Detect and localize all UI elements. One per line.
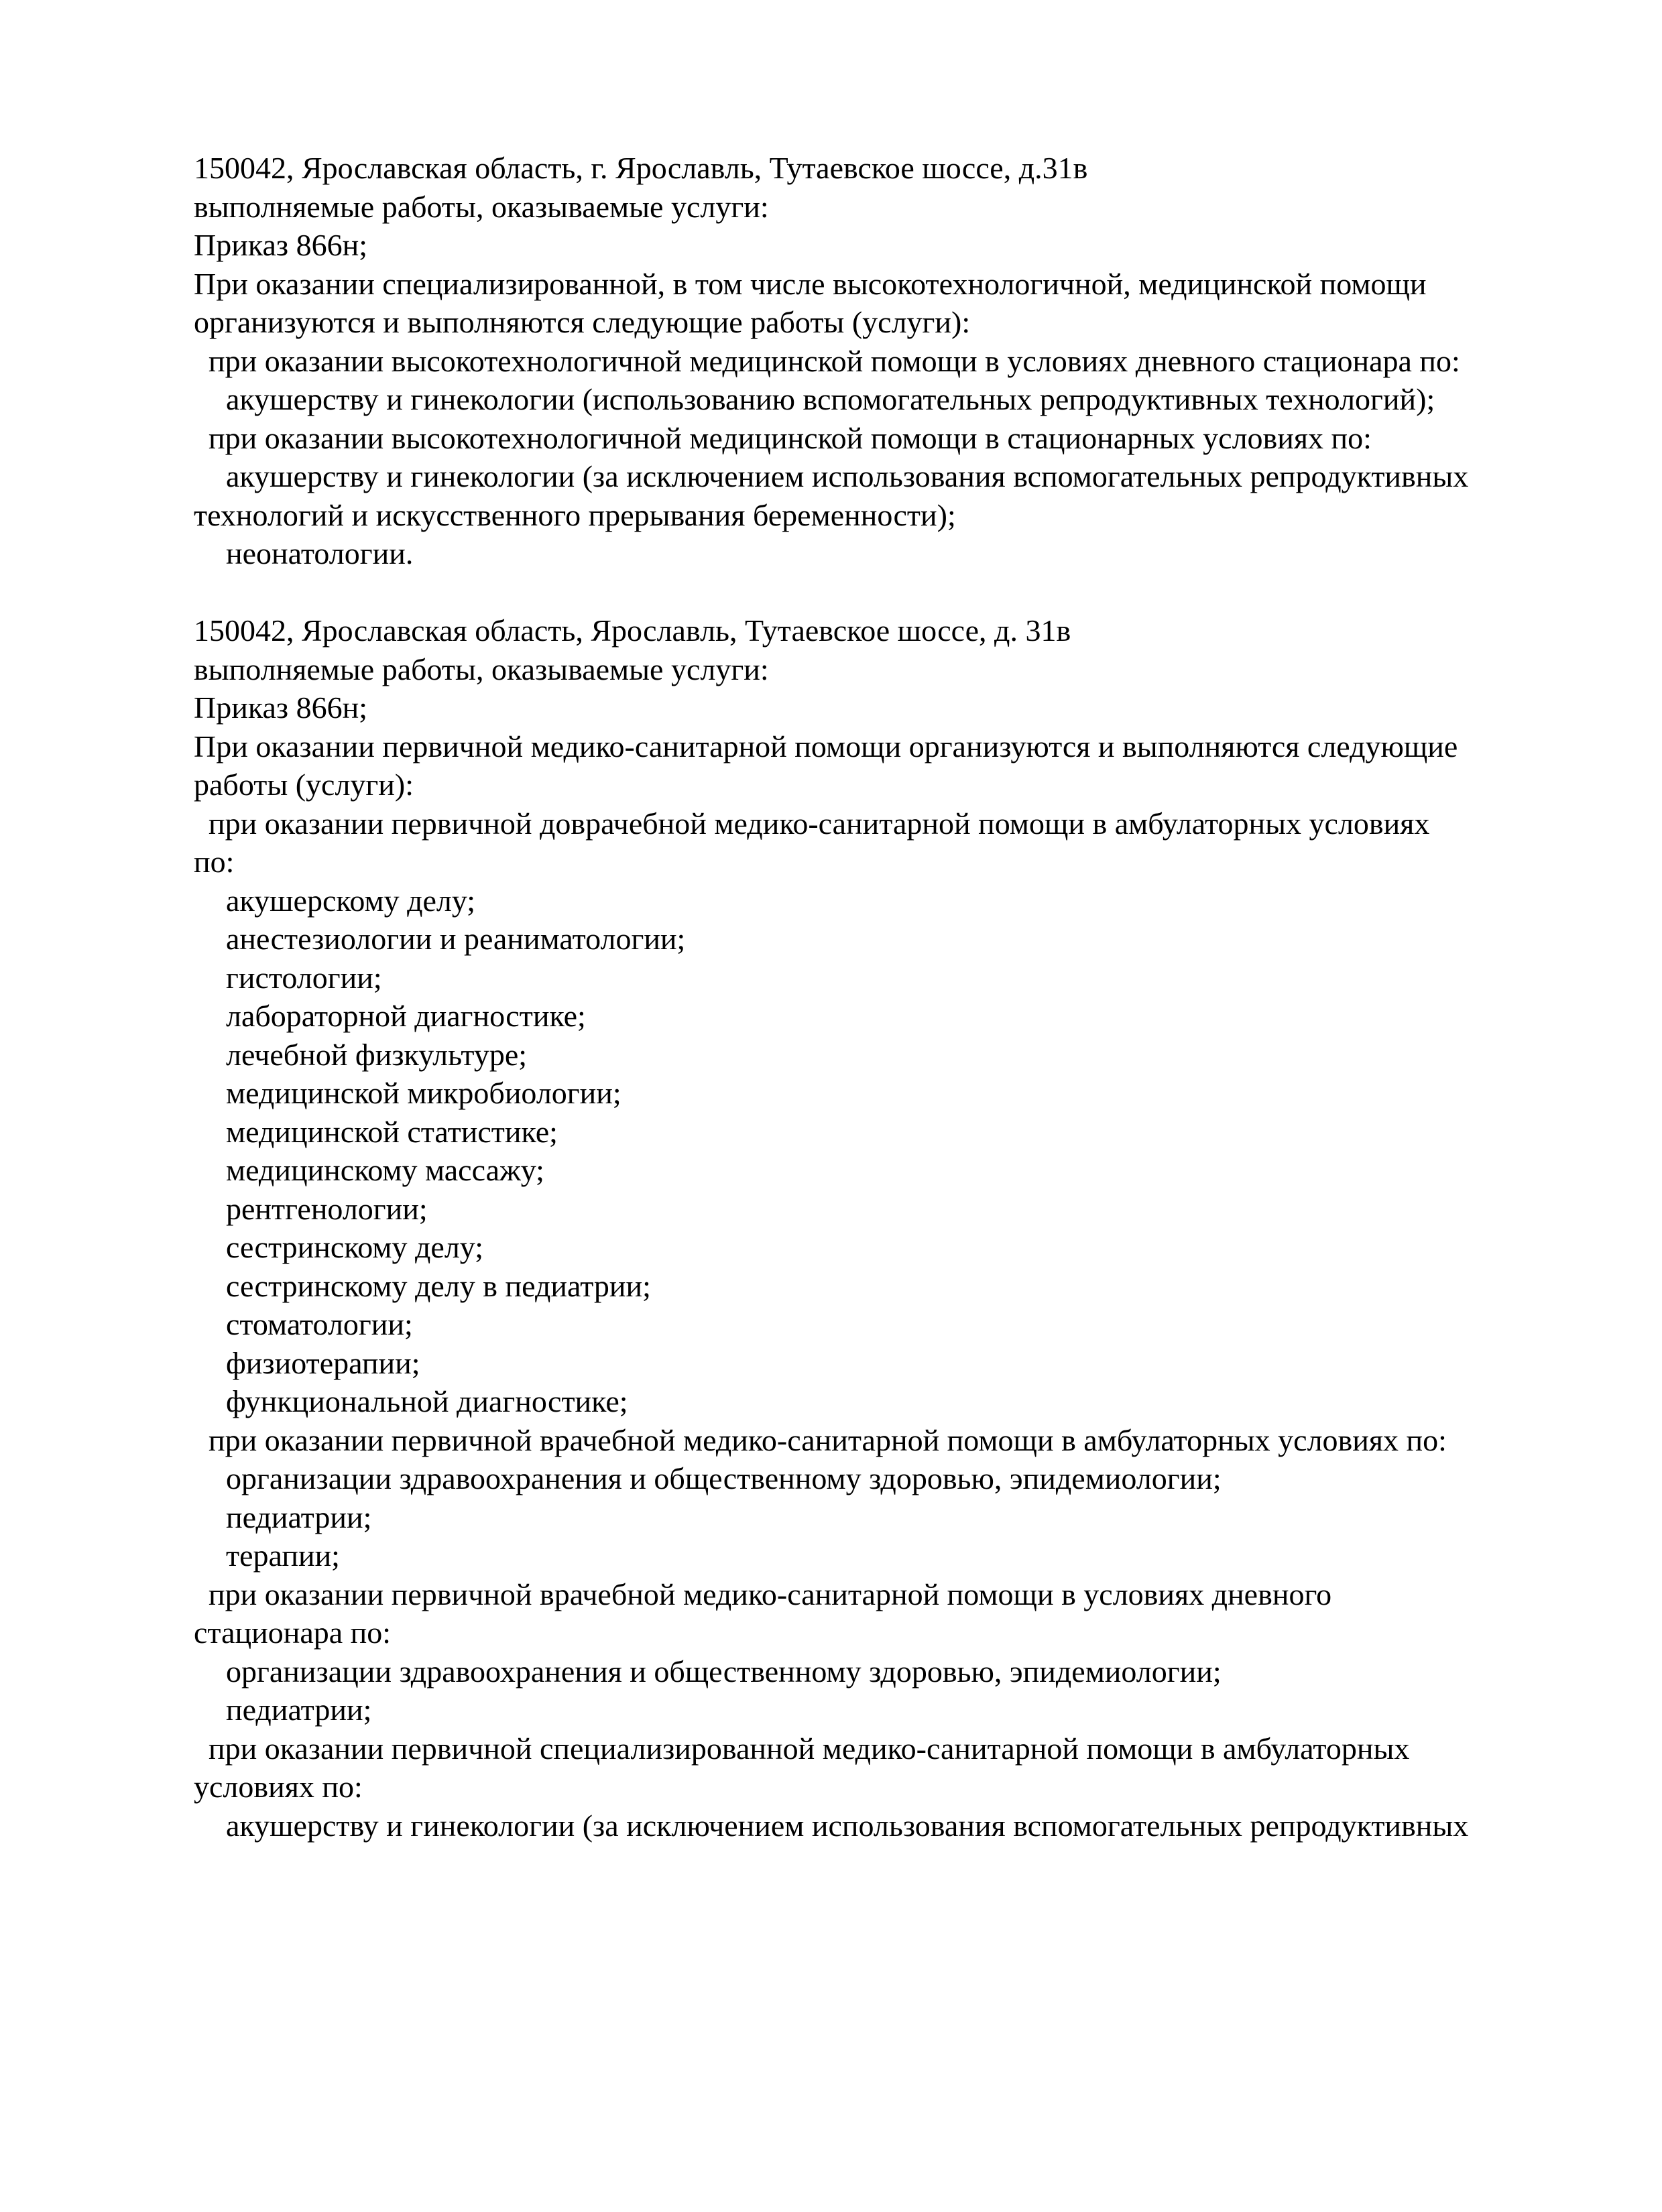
service-item: педиатрии;	[226, 1693, 372, 1727]
service-item: функциональной диагностике;	[226, 1384, 628, 1418]
works-label: выполняемые работы, оказываемые услуги:	[194, 652, 769, 686]
service-item: акушерству и гинекологии (за исключением использования вспомогательных репродуктивных	[226, 459, 1469, 493]
service-item: анестезиологии и реаниматологии;	[226, 922, 686, 956]
works-label: выполняемые работы, оказываемые услуги:	[194, 189, 769, 224]
license-section-2	[194, 611, 1528, 1845]
service-item: акушерству и гинекологии (использованию вспомогательных репродуктивных технологий);	[226, 382, 1435, 416]
service-item: организации здравоохранения и общественному здоровью, эпидемиологии;	[226, 1654, 1222, 1688]
intro-text: При оказании первичной медико-санитарной помощи организуются и выполняются следующие	[194, 729, 1458, 763]
intro-text: организуются и выполняются следующие работы (услуги):	[194, 305, 971, 339]
service-item: медицинской микробиологии;	[226, 1076, 621, 1110]
order-reference: Приказ 866н;	[194, 690, 367, 725]
group-heading: при оказании высокотехнологичной медицинской помощи в условиях дневного стационара по:	[209, 343, 1460, 378]
group-heading-continuation: условиях по:	[194, 1770, 363, 1804]
service-item: сестринскому делу;	[226, 1230, 483, 1264]
group-heading: при оказании первичной врачебной медико-санитарной помощи в амбулаторных условиях по:	[209, 1422, 1447, 1457]
document-page	[194, 149, 1528, 1845]
service-item-continuation: технологий и искусственного прерывания беременности);	[194, 497, 956, 532]
address-line: 150042, Ярославская область, Ярославль, Тутаевское шоссе, д. 31в	[194, 613, 1071, 648]
service-item: акушерскому делу;	[226, 883, 476, 918]
group-heading-continuation: стационара по:	[194, 1615, 392, 1650]
license-section-1	[194, 149, 1528, 573]
service-item: медицинскому массажу;	[226, 1153, 544, 1187]
order-reference: Приказ 866н;	[194, 228, 367, 262]
section-divider	[194, 573, 1528, 612]
group-heading: при оказании первичной специализированной медико-санитарной помощи в амбулаторных	[209, 1731, 1410, 1766]
service-item: стоматологии;	[226, 1307, 413, 1341]
service-item: неонатологии.	[226, 536, 414, 570]
service-item: гистологии;	[226, 960, 382, 995]
service-item: терапии;	[226, 1538, 340, 1573]
service-item: сестринскому делу в педиатрии;	[226, 1268, 651, 1303]
service-item: лабораторной диагностике;	[226, 999, 586, 1033]
service-item: лечебной физкультуре;	[226, 1037, 528, 1072]
intro-text: работы (услуги):	[194, 767, 414, 802]
address-line: 150042, Ярославская область, г. Ярославль, Тутаевское шоссе, д.31в	[194, 151, 1088, 185]
service-item: педиатрии;	[226, 1499, 372, 1534]
service-item: медицинской статистике;	[226, 1114, 558, 1149]
service-item: физиотерапии;	[226, 1345, 420, 1380]
intro-text: При оказании специализированной, в том числе высокотехнологичной, медицинской помощи	[194, 266, 1427, 301]
group-heading: при оказании высокотехнологичной медицинской помощи в стационарных условиях по:	[209, 420, 1372, 455]
service-item: рентгенологии;	[226, 1191, 428, 1226]
service-item: организации здравоохранения и общественному здоровью, эпидемиологии;	[226, 1461, 1222, 1495]
service-item: акушерству и гинекологии (за исключением использования вспомогательных репродуктивных	[226, 1808, 1469, 1843]
group-heading: при оказании первичной доврачебной медико-санитарной помощи в амбулаторных условиях	[209, 806, 1430, 841]
group-heading: при оказании первичной врачебной медико-санитарной помощи в условиях дневного	[209, 1577, 1332, 1611]
group-heading-continuation: по:	[194, 845, 235, 879]
